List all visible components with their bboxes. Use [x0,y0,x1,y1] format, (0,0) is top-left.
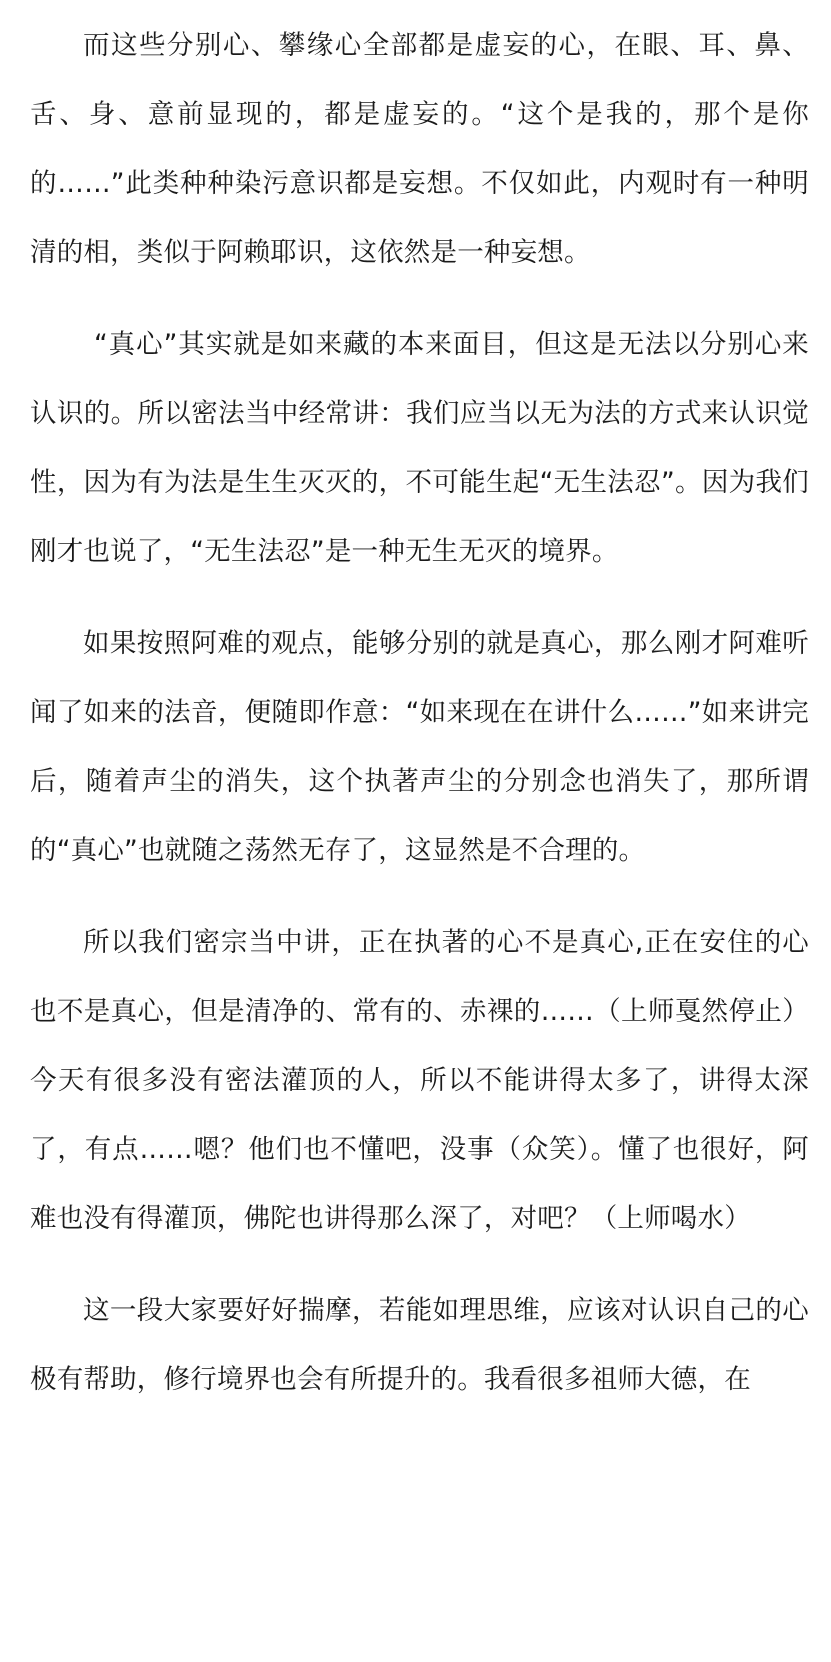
paragraph-4: 所以我们密宗当中讲，正在执著的心不是真心,正在安住的心也不是真心，但是清净的、常有的、赤裸的……（上师戛然停止）今天有很多没有密法灌顶的人，所以不能讲得太多了，讲得太深了，有点……嗯？他们也不懂吧，没事（众笑）。懂了也很好，阿难也没有得灌顶，佛陀也讲得那么深了，对吧？（上师喝水） [30,927,809,1234]
paragraph-2: “真心”其实就是如来藏的本来面目，但这是无法以分别心来认识的。所以密法当中经常讲：我们应当以无为法的方式来认识觉性，因为有为法是生生灭灭的，不可能生起“无生法忍”。因为我们刚才也说了，“无生法忍”是一种无生无灭的境界。 [30,329,809,567]
paragraph-5: 这一段大家要好好揣摩，若能如理思维，应该对认识自己的心极有帮助，修行境界也会有所提升的。我看很多祖师大德，在 [30,1295,809,1395]
paragraph-1: 而这些分别心、攀缘心全部都是虚妄的心，在眼、耳、鼻、舌、身、意前显现的，都是虚妄的。“这个是我的，那个是你的……”此类种种染污意识都是妄想。不仅如此，内观时有一种明清的相，类似于阿赖耶识，这依然是一种妄想。 [30,30,809,268]
paragraph-3: 如果按照阿难的观点，能够分别的就是真心，那么刚才阿难听闻了如来的法音，便随即作意：“如来现在在讲什么……”如来讲完后，随着声尘的消失，这个执著声尘的分别念也消失了，那所谓的“真心”也就随之荡然无存了，这显然是不合理的。 [30,628,809,866]
